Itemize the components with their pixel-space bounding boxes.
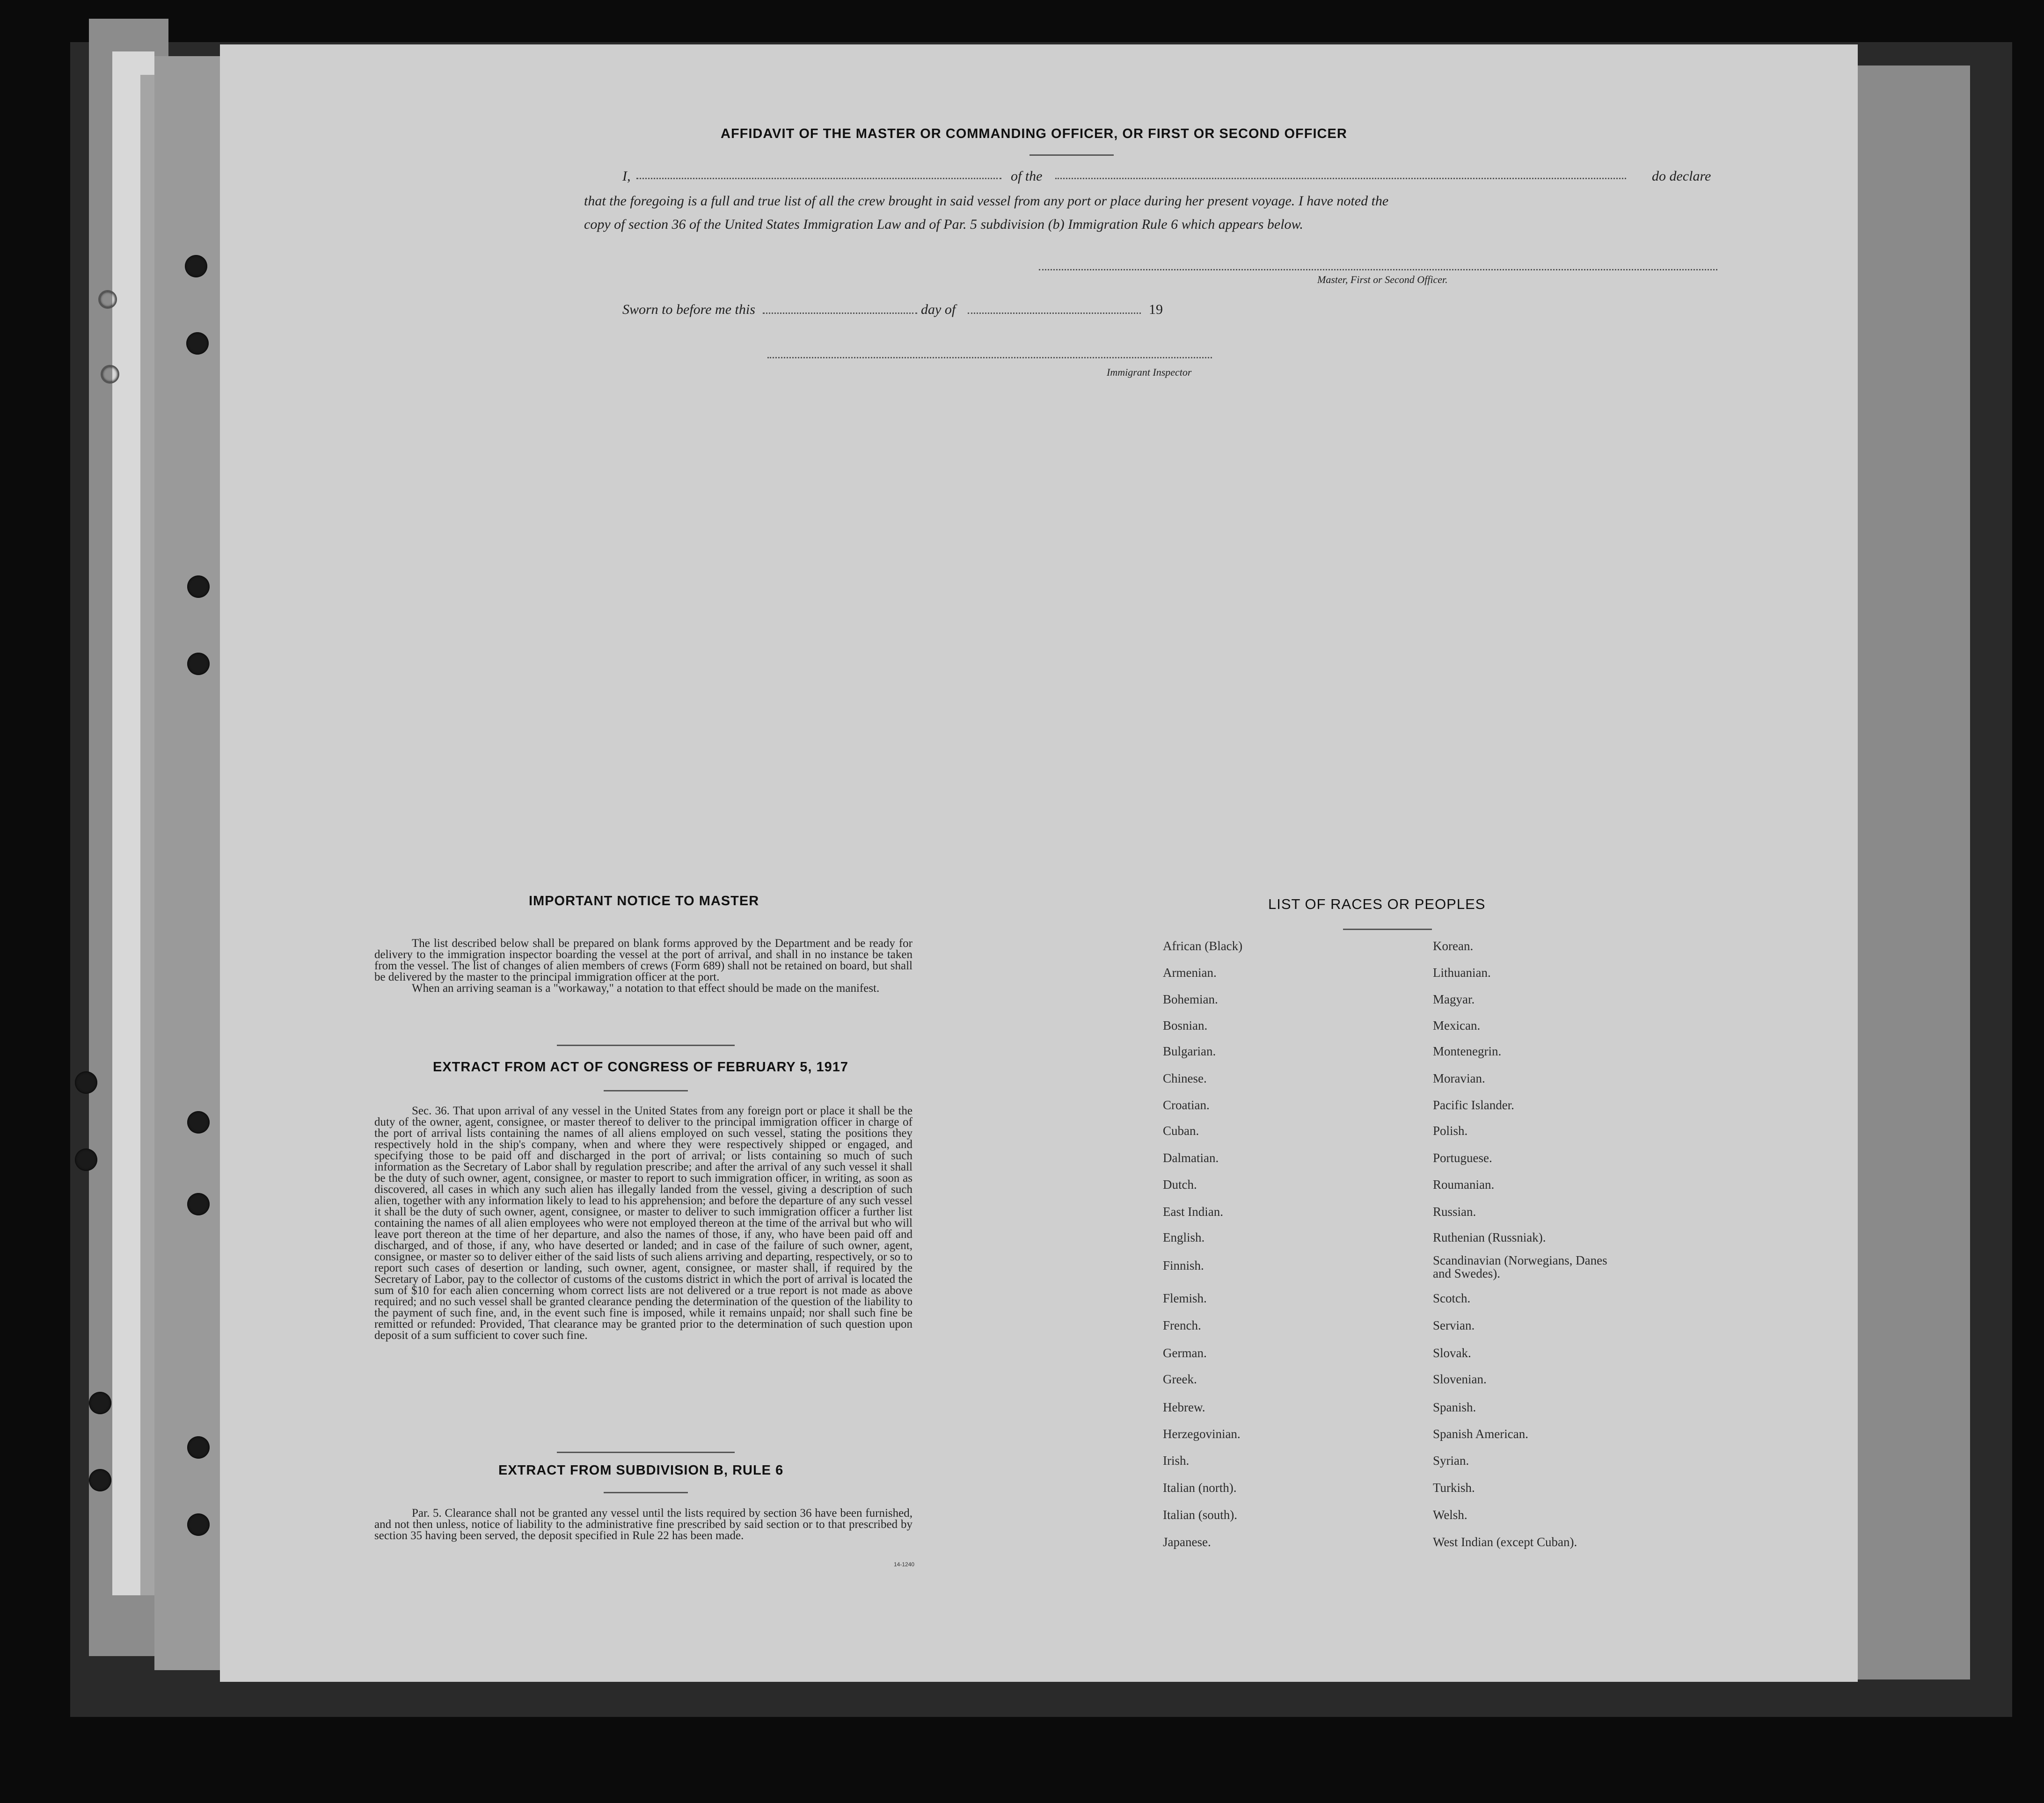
- notice-paragraph: When an arriving seaman is a "workaway," a notation to that effect should be made on the manifest.: [412, 982, 880, 995]
- notice-paragraph: The list described below shall be prepared on blank forms approved by the Department and be ready for delivery to the immigration inspector boarding the vessel at the port of arrival, and shall in no instance be taken from the vessel. The list of changes of alien members of crews (Form 689) shall not be retained on board, but shall be delivered by the master to the principal immigration officer at the port.: [374, 937, 912, 983]
- extract-rule-heading: EXTRACT FROM SUBDIVISION B, RULE 6: [498, 1463, 784, 1478]
- inspector-signature-field[interactable]: [767, 357, 1212, 358]
- race-item: Pacific Islander.: [1433, 1098, 1514, 1112]
- sworn-month-field[interactable]: [968, 313, 1141, 314]
- vessel-name-field[interactable]: [1055, 178, 1626, 179]
- binder-hole: [186, 332, 209, 355]
- sec-36-paragraph: Sec. 36. That upon arrival of any vessel in the United States from any foreign port or place it shall be the duty of the owner, agent, consignee, or master thereof to deliver to the principal immigration officer in charge of the port of arrival lists containing the names of all aliens employed on such vessel, stating the positions they respectively hold in the ship's company, when and where they were respectively shipped or engaged, and specifying those to be paid off and discharged in the port of arrival; or lists containing so much of such information as the Secretary of Labor shall by regulation prescribe; and after the arrival of any such vessel it shall be the duty of such owner, agent, consignee, or master to report to such immigration officer, in writing, as soon as discovered, all cases in which any such alien has illegally landed from the vessel, giving a description of such alien, together with any information likely to lead to his apprehension; and before the departure of any such vessel it shall be the duty of such owner, agent, consignee, or master to deliver to such immigration officer a further list containing the names of all alien employees who were not employed thereon at the time of the arrival but who will leave port thereon at the time of her departure, and also the names of those, if any, who have been paid off and discharged, and of those, if any, who have deserted or landed; and in case of the failure of such owner, agent, consignee, or master so to deliver either of the said lists of such aliens arriving and departing, respectively, or so to report such cases of desertion or landing, such owner, agent, consignee, or master shall, if required by the Secretary of Labor, pay to the collector of customs of the customs district in which the port of arrival is located the sum of $10 for each alien concerning whom correct lists are not delivered or a true report is not made as above required; and no such vessel shall be granted clearance pending the determination of the question of the liability to the payment of such fine, and, in the event such fine is imposed, while it remains unpaid; nor shall such fine be remitted or refunded: Provided, That clearance may be granted prior to the determination of such question upon deposit of a sum sufficient to cover such fine.: [374, 1105, 912, 1342]
- document-page: [220, 44, 1858, 1682]
- binder-hole: [101, 365, 119, 384]
- declare-text: do declare: [1652, 168, 1711, 184]
- race-item: Cuban.: [1163, 1124, 1199, 1138]
- race-item: Hebrew.: [1163, 1400, 1205, 1414]
- inspector-caption: Immigrant Inspector: [1107, 366, 1192, 378]
- race-item: Finnish.: [1163, 1258, 1204, 1272]
- race-item: Dalmatian.: [1163, 1151, 1219, 1165]
- binder-hole: [187, 1513, 210, 1536]
- section-rule: [557, 1452, 735, 1453]
- race-item: Slovak.: [1433, 1346, 1471, 1360]
- race-item: Flemish.: [1163, 1291, 1207, 1305]
- race-item: Dutch.: [1163, 1178, 1197, 1192]
- binder-hole: [187, 1193, 210, 1215]
- heading-rule: [604, 1090, 688, 1091]
- race-item: Magyar.: [1433, 992, 1475, 1006]
- declarant-name-field[interactable]: [636, 178, 1001, 179]
- race-item: Scotch.: [1433, 1291, 1471, 1305]
- race-item: Irish.: [1163, 1454, 1190, 1468]
- form-number: 14-1240: [894, 1561, 915, 1568]
- binder-hole: [98, 290, 117, 309]
- race-item: Mexican.: [1433, 1018, 1481, 1032]
- sworn-label: Sworn to before me this: [622, 302, 755, 317]
- binder-hole: [89, 1469, 111, 1491]
- race-item: Spanish.: [1433, 1400, 1476, 1414]
- affidavit-text-line: copy of section 36 of the United States Immigration Law and of Par. 5 subdivision (b) Immigration Rule 6 which appears below.: [584, 217, 1303, 232]
- signature-caption: Master, First or Second Officer.: [1317, 274, 1448, 285]
- race-item: Herzegovinian.: [1163, 1427, 1241, 1441]
- race-item: English.: [1163, 1230, 1205, 1244]
- race-item: French.: [1163, 1318, 1201, 1332]
- race-item: Servian.: [1433, 1318, 1475, 1332]
- notice-heading: IMPORTANT NOTICE TO MASTER: [529, 894, 759, 909]
- par-5-paragraph: Par. 5. Clearance shall not be granted any vessel until the lists required by section 36 have been furnished, and not then unless, notice of liability to the administrative fine prescribed by said section or to that prescribed by section 35 having been served, the deposit specified in Rule 22 has been made.: [374, 1507, 912, 1542]
- race-item: Moravian.: [1433, 1071, 1485, 1085]
- binder-hole: [75, 1071, 97, 1094]
- race-item: Roumanian.: [1433, 1178, 1495, 1192]
- race-item: Turkish.: [1433, 1481, 1475, 1495]
- race-item: Bohemian.: [1163, 992, 1218, 1006]
- races-heading: LIST OF RACES OR PEOPLES: [1268, 896, 1486, 912]
- heading-rule: [1029, 154, 1114, 156]
- vessel-label: of the: [1011, 168, 1043, 184]
- race-item: Japanese.: [1163, 1535, 1211, 1549]
- binder-hole: [89, 1392, 111, 1414]
- section-rule: [557, 1045, 735, 1046]
- race-item: West Indian (except Cuban).: [1433, 1535, 1577, 1549]
- race-item: Ruthenian (Russniak).: [1433, 1230, 1546, 1244]
- extract-act-text: [374, 1105, 912, 1341]
- race-item: Korean.: [1433, 939, 1474, 953]
- race-item: Lithuanian.: [1433, 966, 1491, 980]
- race-item: African (Black): [1163, 939, 1243, 953]
- affidavit-heading: AFFIDAVIT OF THE MASTER OR COMMANDING OFFICER, OR FIRST OR SECOND OFFICER: [721, 126, 1347, 141]
- binder-hole: [75, 1149, 97, 1171]
- race-item: Italian (south).: [1163, 1508, 1237, 1522]
- extract-act-heading: EXTRACT FROM ACT OF CONGRESS OF FEBRUARY 5, 1917: [433, 1060, 849, 1075]
- notice-text: [374, 938, 912, 994]
- binder-hole: [185, 255, 207, 277]
- race-item: Armenian.: [1163, 966, 1217, 980]
- race-item: Scandinavian (Norwegians, Danes and Swedes).: [1433, 1253, 1607, 1280]
- race-item: Welsh.: [1433, 1508, 1467, 1522]
- race-item: Montenegrin.: [1433, 1044, 1502, 1058]
- affidavit-text-line: that the foregoing is a full and true list of all the crew brought in said vessel from any port or place during her present voyage. I have noted the: [584, 193, 1389, 209]
- race-item: Polish.: [1433, 1124, 1468, 1138]
- underlying-sheet-right: [1853, 65, 1970, 1679]
- extract-rule-text: [374, 1508, 912, 1541]
- race-item: Bosnian.: [1163, 1018, 1208, 1032]
- race-item: Russian.: [1433, 1205, 1476, 1219]
- binder-hole: [187, 575, 210, 598]
- race-item: Slovenian.: [1433, 1372, 1487, 1386]
- heading-rule: [604, 1492, 688, 1493]
- sworn-day-field[interactable]: [763, 313, 917, 314]
- heading-rule: [1343, 929, 1432, 930]
- race-item: Bulgarian.: [1163, 1044, 1216, 1058]
- race-item: Portuguese.: [1433, 1151, 1492, 1165]
- race-item: Syrian.: [1433, 1454, 1469, 1468]
- binder-hole: [187, 653, 210, 675]
- year-label: 19: [1149, 302, 1163, 317]
- underlying-sheet: [154, 56, 229, 1670]
- race-item: Greek.: [1163, 1372, 1197, 1386]
- race-item: East Indian.: [1163, 1205, 1223, 1219]
- race-item: Italian (north).: [1163, 1481, 1237, 1495]
- binder-hole: [187, 1111, 210, 1134]
- declarant-label: I,: [622, 168, 631, 184]
- race-item: Spanish American.: [1433, 1427, 1528, 1441]
- binder-hole: [187, 1436, 210, 1459]
- race-item: Chinese.: [1163, 1071, 1207, 1085]
- race-item: Croatian.: [1163, 1098, 1210, 1112]
- day-of-label: day of: [921, 302, 956, 317]
- officer-signature-field[interactable]: [1039, 269, 1717, 270]
- race-item: German.: [1163, 1346, 1207, 1360]
